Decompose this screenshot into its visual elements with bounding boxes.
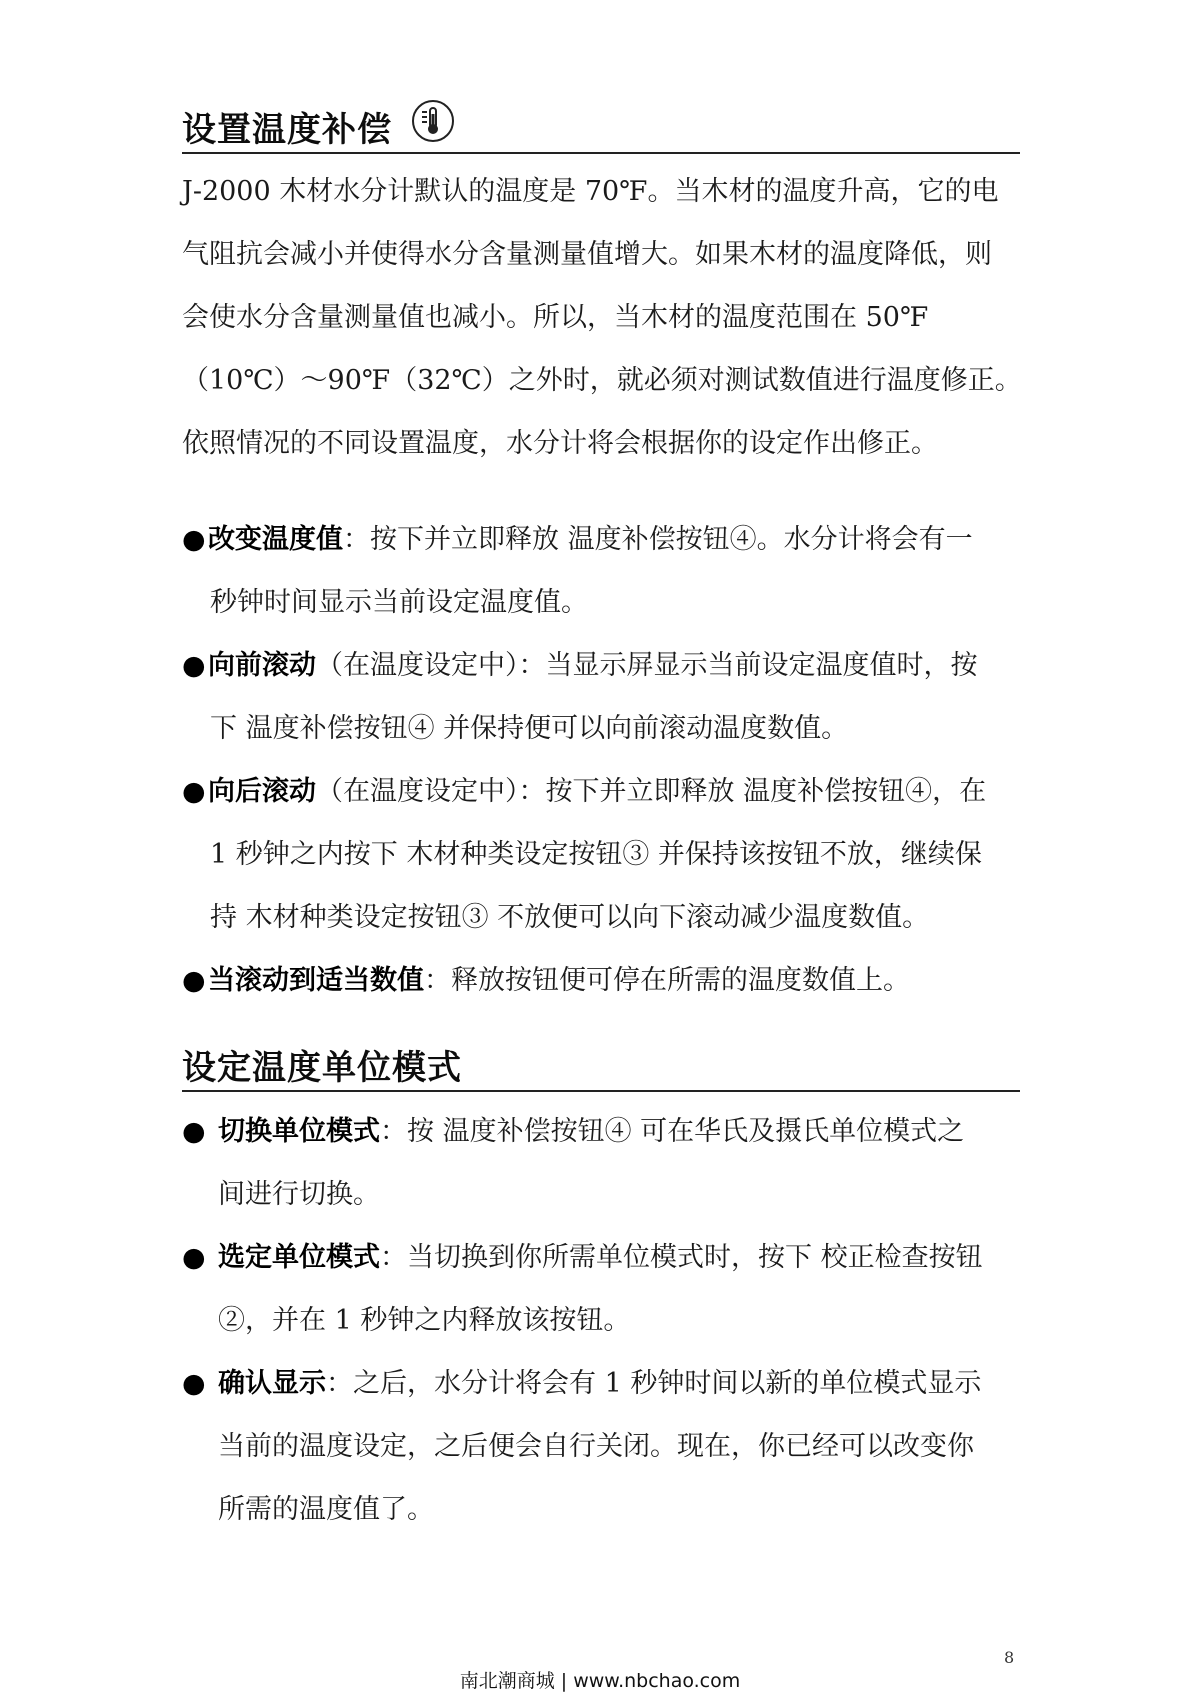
bullet-text: ：按 温度补偿按钮④ 可在华氏及摄氏单位模式之 xyxy=(380,1116,965,1147)
bullet-dot: ● xyxy=(182,965,206,996)
bullet-confirm-display xyxy=(182,1352,1027,1541)
bullet-dot: ● xyxy=(182,524,206,555)
paragraph-line: 会使水分含量测量值也减小。所以，当木材的温度范围在 50℉ xyxy=(182,302,929,333)
thermometer-icon xyxy=(410,98,456,144)
bullet-term: 向后滚动 xyxy=(208,776,316,807)
bullet-text: ②，并在 1 秒钟之内释放该按钮。 xyxy=(218,1305,631,1336)
bullet-text: 持 木材种类设定按钮③ 不放便可以向下滚动减少温度数值。 xyxy=(210,902,930,933)
bullet-dot: ● xyxy=(182,1116,206,1147)
bullet-text: ：之后，水分计将会有 1 秒钟时间以新的单位模式显示 xyxy=(326,1368,982,1399)
bullet-text: （在温度设定中）：按下并立即释放 温度补偿按钮④，在 xyxy=(316,776,987,807)
intro-paragraph xyxy=(182,160,1020,475)
bullet-term: 确认显示 xyxy=(218,1368,326,1399)
bullet-dot: ● xyxy=(182,1368,206,1399)
paragraph-line: J-2000 木材水分计默认的温度是 70℉。当木材的温度升高，它的电 xyxy=(182,176,999,207)
paragraph-line: 依照情况的不同设置温度，水分计将会根据你的设定作出修正。 xyxy=(182,428,938,459)
bullet-term: 当滚动到适当数值 xyxy=(208,965,424,996)
bullet-text: 秒钟时间显示当前设定温度值。 xyxy=(210,587,588,618)
bullet-stop-scroll xyxy=(182,949,1027,1012)
bullet-term: 选定单位模式 xyxy=(218,1242,380,1273)
bullet-text: 1 秒钟之内按下 木材种类设定按钮③ 并保持该按钮不放，继续保 xyxy=(210,839,982,870)
bullet-text: 下 温度补偿按钮④ 并保持便可以向前滚动温度数值。 xyxy=(210,713,849,744)
section-title: 设定温度单位模式 xyxy=(182,1048,462,1088)
bullet-change-temperature xyxy=(182,508,1027,634)
bullet-switch-unit xyxy=(182,1100,1027,1226)
bullet-term: 切换单位模式 xyxy=(218,1116,380,1147)
bullet-dot: ● xyxy=(182,1242,206,1273)
bullet-dot: ● xyxy=(182,650,206,681)
page-number: 8 xyxy=(1004,1648,1015,1667)
bullet-text: ：当切换到你所需单位模式时，按下 校正检查按钮 xyxy=(380,1242,983,1273)
bullet-scroll-forward xyxy=(182,634,1027,760)
bullet-text: ：释放按钮便可停在所需的温度数值上。 xyxy=(424,965,910,996)
section-heading-temperature-compensation xyxy=(182,100,1020,154)
bullet-text: ：按下并立即释放 温度补偿按钮④。水分计将会有一 xyxy=(343,524,973,555)
bullet-select-unit xyxy=(182,1226,1027,1352)
section-title: 设置温度补偿 xyxy=(182,110,392,150)
bullet-term: 向前滚动 xyxy=(208,650,316,681)
paragraph-line: （10℃）～90℉（32℃）之外时，就必须对测试数值进行温度修正。 xyxy=(182,365,1022,396)
bullet-text: 间进行切换。 xyxy=(218,1179,380,1210)
bullet-term: 改变温度值 xyxy=(208,524,343,555)
bullet-text: 当前的温度设定，之后便会自行关闭。现在，你已经可以改变你 xyxy=(218,1431,974,1462)
bullet-scroll-backward xyxy=(182,760,1027,949)
bullet-text: （在温度设定中）：当显示屏显示当前设定温度值时，按 xyxy=(316,650,978,681)
bullet-dot: ● xyxy=(182,776,206,807)
section-heading-temperature-unit xyxy=(182,1040,1020,1092)
bullet-text: 所需的温度值了。 xyxy=(218,1494,434,1525)
footer-watermark: 南北潮商城 | www.nbchao.com xyxy=(459,1670,741,1692)
paragraph-line: 气阻抗会减小并使得水分含量测量值增大。如果木材的温度降低，则 xyxy=(182,239,992,270)
